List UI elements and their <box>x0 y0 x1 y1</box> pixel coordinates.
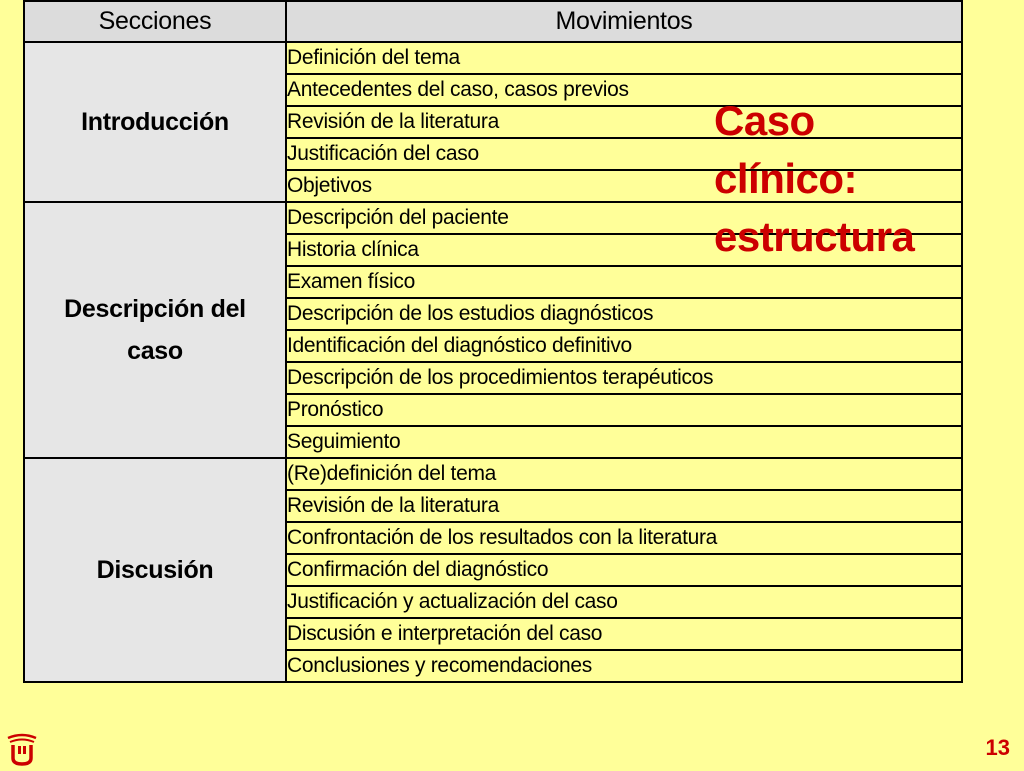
move-cell: Justificación del caso <box>286 138 962 170</box>
header-movimientos: Movimientos <box>286 1 962 42</box>
move-cell: Seguimiento <box>286 426 962 458</box>
title-line: clínico: <box>714 155 858 202</box>
section-descripcion-del-caso <box>24 202 286 458</box>
move-cell: Revisión de la literatura <box>286 490 962 522</box>
move-cell: Confirmación del diagnóstico <box>286 554 962 586</box>
move-cell: Examen físico <box>286 266 962 298</box>
move-cell: Descripción de los estudios diagnósticos <box>286 298 962 330</box>
move-cell: Identificación del diagnóstico definitivo <box>286 330 962 362</box>
move-cell: Historia clínica <box>286 234 962 266</box>
page-number: 13 <box>985 735 1010 760</box>
move-cell: (Re)definición del tema <box>286 458 962 490</box>
header-secciones: Secciones <box>24 1 286 42</box>
move-cell: Objetivos <box>286 170 962 202</box>
move-cell: Definición del tema <box>286 42 962 74</box>
move-cell: Justificación y actualización del caso <box>286 586 962 618</box>
move-cell: Conclusiones y recomendaciones <box>286 650 962 682</box>
university-logo-icon <box>4 732 40 766</box>
move-cell: Confrontación de los resultados con la literatura <box>286 522 962 554</box>
table-row <box>24 458 962 490</box>
section-introduccion: Introducción <box>24 42 286 202</box>
move-cell: Descripción de los procedimientos terapéuticos <box>286 362 962 394</box>
table-header-row <box>24 1 962 42</box>
section-descripcion-label: Descripción del caso <box>64 295 246 365</box>
slide-title <box>714 92 914 266</box>
move-cell: Discusión e interpretación del caso <box>286 618 962 650</box>
section-discusion: Discusión <box>24 458 286 682</box>
move-cell: Descripción del paciente <box>286 202 962 234</box>
move-cell: Antecedentes del caso, casos previos <box>286 74 962 106</box>
move-cell: Revisión de la literatura <box>286 106 962 138</box>
table-row <box>24 42 962 74</box>
move-cell: Pronóstico <box>286 394 962 426</box>
title-line: estructura <box>714 213 915 260</box>
title-line: Caso <box>714 97 815 144</box>
